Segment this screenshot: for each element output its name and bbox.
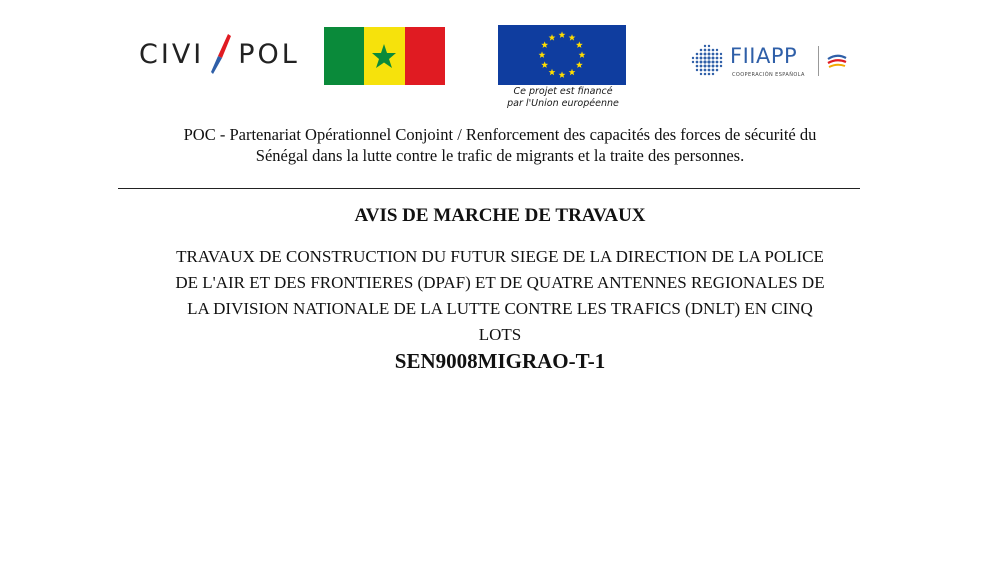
works-line-4: LOTS [478, 325, 522, 344]
globe-dot [700, 57, 703, 60]
fiiapp-separator [818, 46, 819, 76]
civipol-text-left: CIVI [139, 38, 205, 70]
globe-dot [700, 61, 703, 64]
civipol-logo [139, 32, 300, 76]
works-line-2: DE L'AIR ET DES FRONTIERES (DPAF) ET DE QUATRE ANTENNES REGIONALES DE [175, 273, 825, 292]
globe-dot [700, 69, 703, 72]
globe-dot [708, 45, 710, 47]
tender-reference: SEN9008MIGRAO-T-1 [394, 349, 606, 373]
eu-flag [498, 25, 626, 85]
globe-dot [696, 65, 699, 68]
globe-icon [690, 43, 726, 79]
fiiapp-subtitle: COOPERACIÓN ESPAÑOLA [732, 72, 805, 78]
globe-dot [696, 53, 699, 56]
globe-dot [711, 60, 714, 63]
globe-dot [703, 64, 706, 67]
eu-star [579, 51, 586, 58]
globe-dot [712, 65, 715, 68]
globe-dot [708, 73, 711, 76]
globe-dot [707, 56, 710, 59]
globe-dot [720, 53, 722, 55]
globe-dot [700, 49, 703, 52]
works-line-1: TRAVAUX DE CONSTRUCTION DU FUTUR SIEGE DE LA DIRECTION DE LA POLICE [176, 247, 824, 266]
globe-dot [711, 56, 714, 59]
divider-line [118, 188, 860, 189]
globe-dot [716, 53, 719, 56]
eu-star [576, 61, 583, 68]
eu-star [576, 41, 583, 48]
works-line-3: LA DIVISION NATIONALE DE LA LUTTE CONTRE LES TRAFICS (DNLT) EN CINQ [187, 299, 813, 318]
globe-dot [712, 53, 715, 56]
globe-dot [703, 56, 706, 59]
cooperacion-espanola-icon [826, 50, 848, 72]
globe-dot [704, 73, 707, 76]
globe-dot [720, 61, 723, 64]
globe-dot [716, 49, 718, 51]
eu-star [539, 51, 546, 58]
works-description [140, 244, 860, 348]
globe-dot [716, 65, 719, 68]
eu-star [569, 34, 576, 41]
eu-star [559, 31, 566, 38]
star-icon [371, 43, 397, 69]
compass-slash-icon [206, 32, 236, 76]
partnership-line-1: POC - Partenariat Opérationnel Conjoint / Renforcement des capacités des forces de sécurité du [183, 125, 817, 144]
globe-dot [704, 49, 707, 52]
fiiapp-name: FIIAPP [730, 44, 798, 68]
globe-dot [700, 65, 703, 68]
partnership-statement [100, 124, 900, 166]
globe-dot [716, 61, 719, 64]
globe-dot [708, 53, 711, 56]
globe-dot [712, 73, 714, 75]
globe-dot [716, 69, 719, 72]
globe-dot [692, 61, 694, 63]
globe-dot [700, 73, 702, 75]
globe-dot [707, 60, 710, 63]
globe-dot [692, 57, 694, 59]
eu-star [559, 71, 566, 78]
notice-title: AVIS DE MARCHE DE TRAVAUX [354, 205, 646, 226]
partnership-line-2: Sénégal dans la lutte contre le trafic de migrants et la traite des personnes. [255, 146, 745, 165]
eu-caption-line2: par l'Union européenne [507, 98, 619, 109]
globe-dot [703, 60, 706, 63]
globe-dot [708, 49, 711, 52]
eu-star [549, 69, 556, 76]
eu-caption [478, 86, 648, 110]
eu-star [541, 41, 548, 48]
globe-dot [704, 45, 706, 47]
fiiapp-logo [690, 40, 860, 90]
globe-dot [720, 57, 723, 60]
eu-caption-line1: Ce projet est financé [513, 86, 613, 97]
globe-dot [704, 69, 707, 72]
globe-dot [720, 65, 722, 67]
civipol-text-right: POL [238, 38, 300, 70]
eu-star [541, 61, 548, 68]
senegal-flag [324, 27, 445, 85]
eu-star [569, 69, 576, 76]
globe-dot [712, 69, 715, 72]
eu-star [549, 34, 556, 41]
globe-dot [696, 61, 699, 64]
globe-dot [707, 64, 710, 67]
globe-dot [712, 49, 715, 52]
globe-dot [696, 69, 698, 71]
globe-dot [708, 69, 711, 72]
logo-bar [0, 0, 1000, 120]
globe-dot [704, 53, 707, 56]
globe-dot [700, 53, 703, 56]
globe-dot [716, 57, 719, 60]
globe-dot [696, 57, 699, 60]
